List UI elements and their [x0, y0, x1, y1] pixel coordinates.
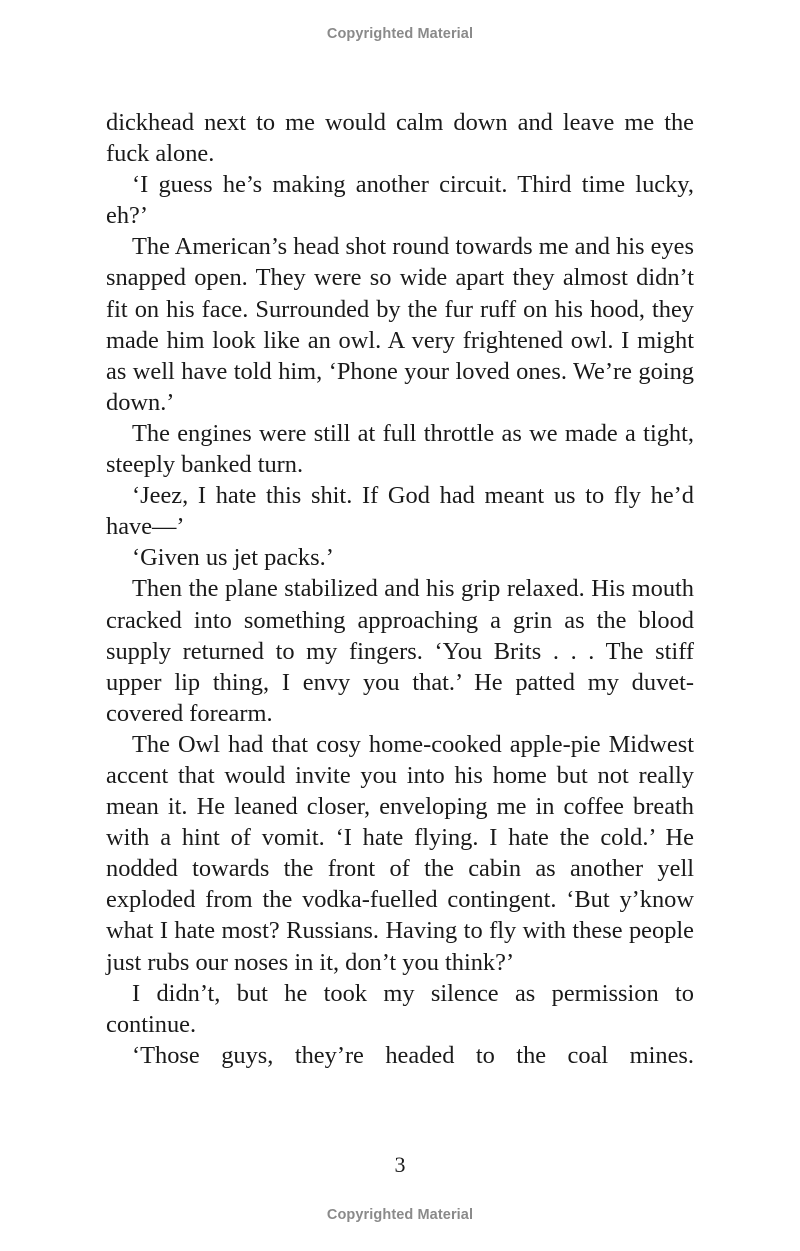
paragraph: ‘Jeez, I hate this shit. If God had meant us to fly he’d have—’ — [106, 482, 694, 541]
copyright-watermark-top: Copyrighted Material — [326, 26, 474, 42]
paragraph: dickhead next to me would calm down and leave me the fuck alone. — [106, 109, 694, 168]
page-body-text — [106, 107, 694, 1071]
page-number: 3 — [394, 1152, 406, 1177]
paragraph: The engines were still at full throttle as we made a tight, steeply banked turn. — [106, 419, 694, 479]
paragraph: Then the plane stabilized and his grip relaxed. His mouth cracked into something approaching a grin as the blood supply returned to my fingers. ‘You Brits . . . The stiff upper lip thing, I envy you that.’ He patted my duvet-covered forearm. — [106, 575, 694, 727]
paragraph: The Owl had that cosy home-cooked apple-pie Midwest accent that would invite you into his home but not really mean it. He leaned closer, enveloping me in coffee breath with a hint of vomit. ‘I hate flying. I hate the cold.’ He nodded towards the front of the cabin as another yell exploded from the vodka-fuelled contingent. ‘But y’know what I hate most? Russians. Having to fly with these people just rubs our noses in it, don’t you think?’ — [106, 730, 694, 976]
paragraph: ‘Given us jet packs.’ — [132, 544, 334, 572]
paragraph: ‘Those guys, they’re headed to the coal mines. — [132, 1041, 694, 1069]
paragraph: ‘I guess he’s making another circuit. Third time lucky, eh?’ — [106, 171, 694, 230]
copyright-watermark-bottom: Copyrighted Material — [326, 1207, 474, 1223]
paragraph: I didn’t, but he took my silence as permission to continue. — [106, 979, 694, 1038]
paragraph: The American’s head shot round towards me and his eyes snapped open. They were so wide apart they almost didn’t fit on his face. Surrounded by the fur ruff on his hood, they made him look like an owl. A very frightened owl. I might as well have told him, ‘Phone your loved ones. We’re going down.’ — [106, 233, 694, 416]
